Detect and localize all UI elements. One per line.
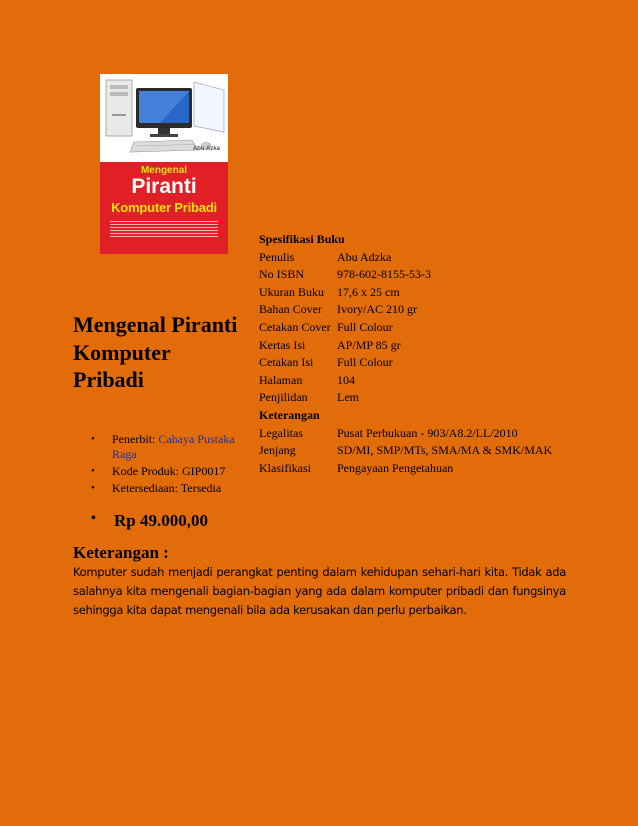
cover-title-line1: Mengenal	[140, 165, 188, 176]
spec-row	[259, 249, 599, 267]
spec-key: Ukuran Buku	[259, 284, 324, 299]
spec-key: Cetakan Cover	[259, 319, 331, 334]
spec-value: SD/MI, SMP/MTs, SMA/MA & SMK/MAK	[337, 443, 553, 458]
product-title: Mengenal Piranti Komputer Pribadi	[73, 312, 238, 392]
product-details-list	[73, 432, 245, 498]
bullet-icon: •	[91, 511, 96, 526]
spec-value: 17,6 x 25 cm	[337, 284, 400, 299]
spec-value: 104	[337, 372, 355, 387]
spec-key: Klasifikasi	[259, 460, 311, 475]
spec-key: Cetakan Isi	[259, 355, 314, 370]
spec-row	[259, 284, 599, 302]
spec-key: No ISBN	[259, 267, 305, 282]
spec-row	[259, 301, 599, 319]
spec-key: Bahan Cover	[259, 302, 322, 317]
availability-item: • Ketersediaan: Tersedia	[73, 481, 245, 496]
spec-row	[259, 442, 599, 460]
specs-heading: Spesifikasi Buku	[259, 232, 345, 246]
spec-value: Pusat Perbukuan - 903/A8.2/LL/2010	[337, 425, 518, 440]
spec-value: Pengayaan Pengetahuan	[337, 460, 454, 475]
spec-value: Full Colour	[337, 319, 393, 334]
spec-key: Penjilidan	[259, 390, 308, 405]
spec-key: Legalitas	[259, 425, 303, 440]
cover-title-line3: Komputer Pribadi	[111, 200, 217, 215]
spec-row	[259, 425, 599, 443]
spec-row	[259, 319, 599, 337]
cover-title-line2: Piranti	[131, 175, 197, 198]
spec-row	[259, 389, 599, 407]
spec-key: Penulis	[259, 249, 295, 264]
description-text: Komputer sudah menjadi perangkat penting dalam kehidupan sehari-hari kita. Tidak ada salahnya kita mengenali bagian-bagian yang ada dalam komputer pribadi dan fungsinya sehingga kita dapat mengenali bila ada kerusakan dan perlu perbaikan.	[73, 565, 566, 617]
spec-row	[259, 460, 599, 478]
spec-value: AP/MP 85 gr	[337, 337, 401, 352]
computer-illustration	[100, 74, 228, 162]
specifications-table	[259, 231, 599, 477]
spec-row	[259, 337, 599, 355]
spec-row	[259, 266, 599, 284]
product-code-item: • Kode Produk: GIP0017	[73, 464, 245, 479]
spec-key: Jenjang	[259, 443, 296, 458]
spec-value: Abu Adzka	[337, 249, 392, 264]
cover-author: Abu Azka	[192, 146, 220, 152]
publisher-item	[73, 432, 245, 462]
spec-value: Ivory/AC 210 gr	[337, 302, 417, 317]
description-heading: Keterangan :	[73, 543, 169, 562]
spec-value: 978-602-8155-53-3	[337, 267, 431, 282]
spec-row	[259, 354, 599, 372]
spec-key: Kertas Isi	[259, 337, 306, 352]
book-cover-image	[100, 74, 228, 254]
spec-value: Lem	[337, 390, 359, 405]
product-price: Rp 49.000,00	[114, 511, 208, 530]
spec-value: Full Colour	[337, 355, 393, 370]
spec-key: Halaman	[259, 372, 303, 387]
cover-blurb-text	[110, 219, 218, 239]
publisher-label: Penerbit:	[112, 432, 159, 446]
publisher-link[interactable]: Cahaya Pustaka Raga	[112, 432, 235, 461]
spec-row	[259, 372, 599, 390]
specs-subheading: Keterangan	[259, 407, 320, 422]
